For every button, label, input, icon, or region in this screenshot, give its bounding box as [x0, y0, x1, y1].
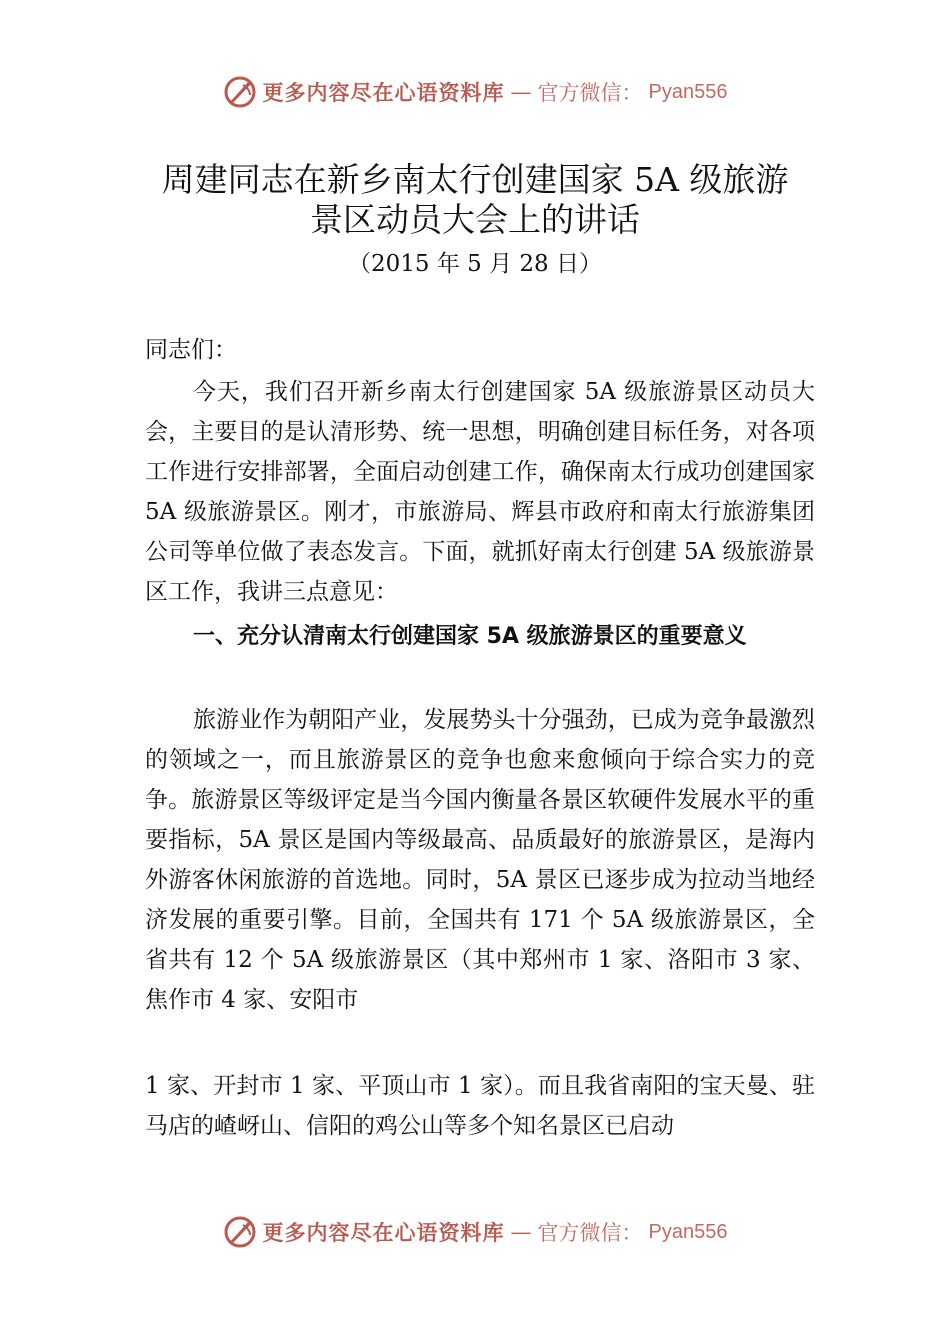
- document-title-line2: 景区动员大会上的讲话: [310, 200, 640, 239]
- watermark-separator: —: [510, 1220, 532, 1244]
- section-heading-1: 一、充分认清南太行创建国家 5A 级旅游景区的重要意义: [193, 624, 747, 649]
- quill-emblem-icon: [223, 1215, 257, 1249]
- watermark-wechat-label: 官方微信：: [537, 81, 643, 105]
- watermark-wechat-id: Pyan556: [648, 1220, 728, 1243]
- paragraph-intro: 今天，我们召开新乡南太行创建国家 5A 级旅游景区动员大会，主要目的是认清形势、统一思想，明确创建目标任务，对各项 工作进行安排部署，全面启动创建工作，确保南太行成功创建国家 5A 级旅游景区。刚才，市旅游局、辉县市政府和南太行旅游集团公司等单位做了表态发言。下面，就抓好南太行创建 5A 级旅游景区工作，我讲三点意见：: [145, 379, 815, 605]
- paragraph-tourism: 旅游业作为朝阳产业，发展势头十分强劲，已成为竞争最激烈的领域之一，而且旅游景区的竞争也愈来愈倾向于综合实力的竞争。旅游景区等级评定是当今国内衡量各景区软硬件发展水平的重要指标，5A 景区是国内等级最高、品质最好的旅游景区，是海内外游客休闲旅游的首选地。同时，5A 景区已逐步成为拉动当地经济发展的重要引擎。目前，全国共有 171 个 5A 级旅游景区，全省共有 12 个 5A 级旅游景区（其中郑州市 1 家、洛阳市 3 家、焦作市 4 家、安阳市: [145, 707, 815, 1013]
- paragraph-tourism-continued: 1 家、开封市 1 家、平顶山市 1 家）。而且我省南阳的宝天曼、驻马店的嵖岈山、信阳的鸡公山等多个知名景区已启动: [145, 1073, 815, 1139]
- watermark-separator: —: [510, 80, 532, 104]
- watermark-text: 更多内容尽在心语资料库: [262, 80, 505, 105]
- watermark-wechat-label: 官方微信：: [537, 1221, 643, 1245]
- document-date: （2015 年 5 月 28 日）: [348, 251, 602, 277]
- salutation: 同志们：: [145, 337, 237, 363]
- quill-emblem-icon: [223, 75, 257, 109]
- watermark-wechat-id: Pyan556: [648, 80, 728, 103]
- watermark-text: 更多内容尽在心语资料库: [262, 1220, 505, 1245]
- document-title-line1: 周建同志在新乡南太行创建国家 5A 级旅游: [161, 160, 789, 199]
- header-watermark-banner: [0, 72, 950, 112]
- footer-watermark-banner: [0, 1212, 950, 1252]
